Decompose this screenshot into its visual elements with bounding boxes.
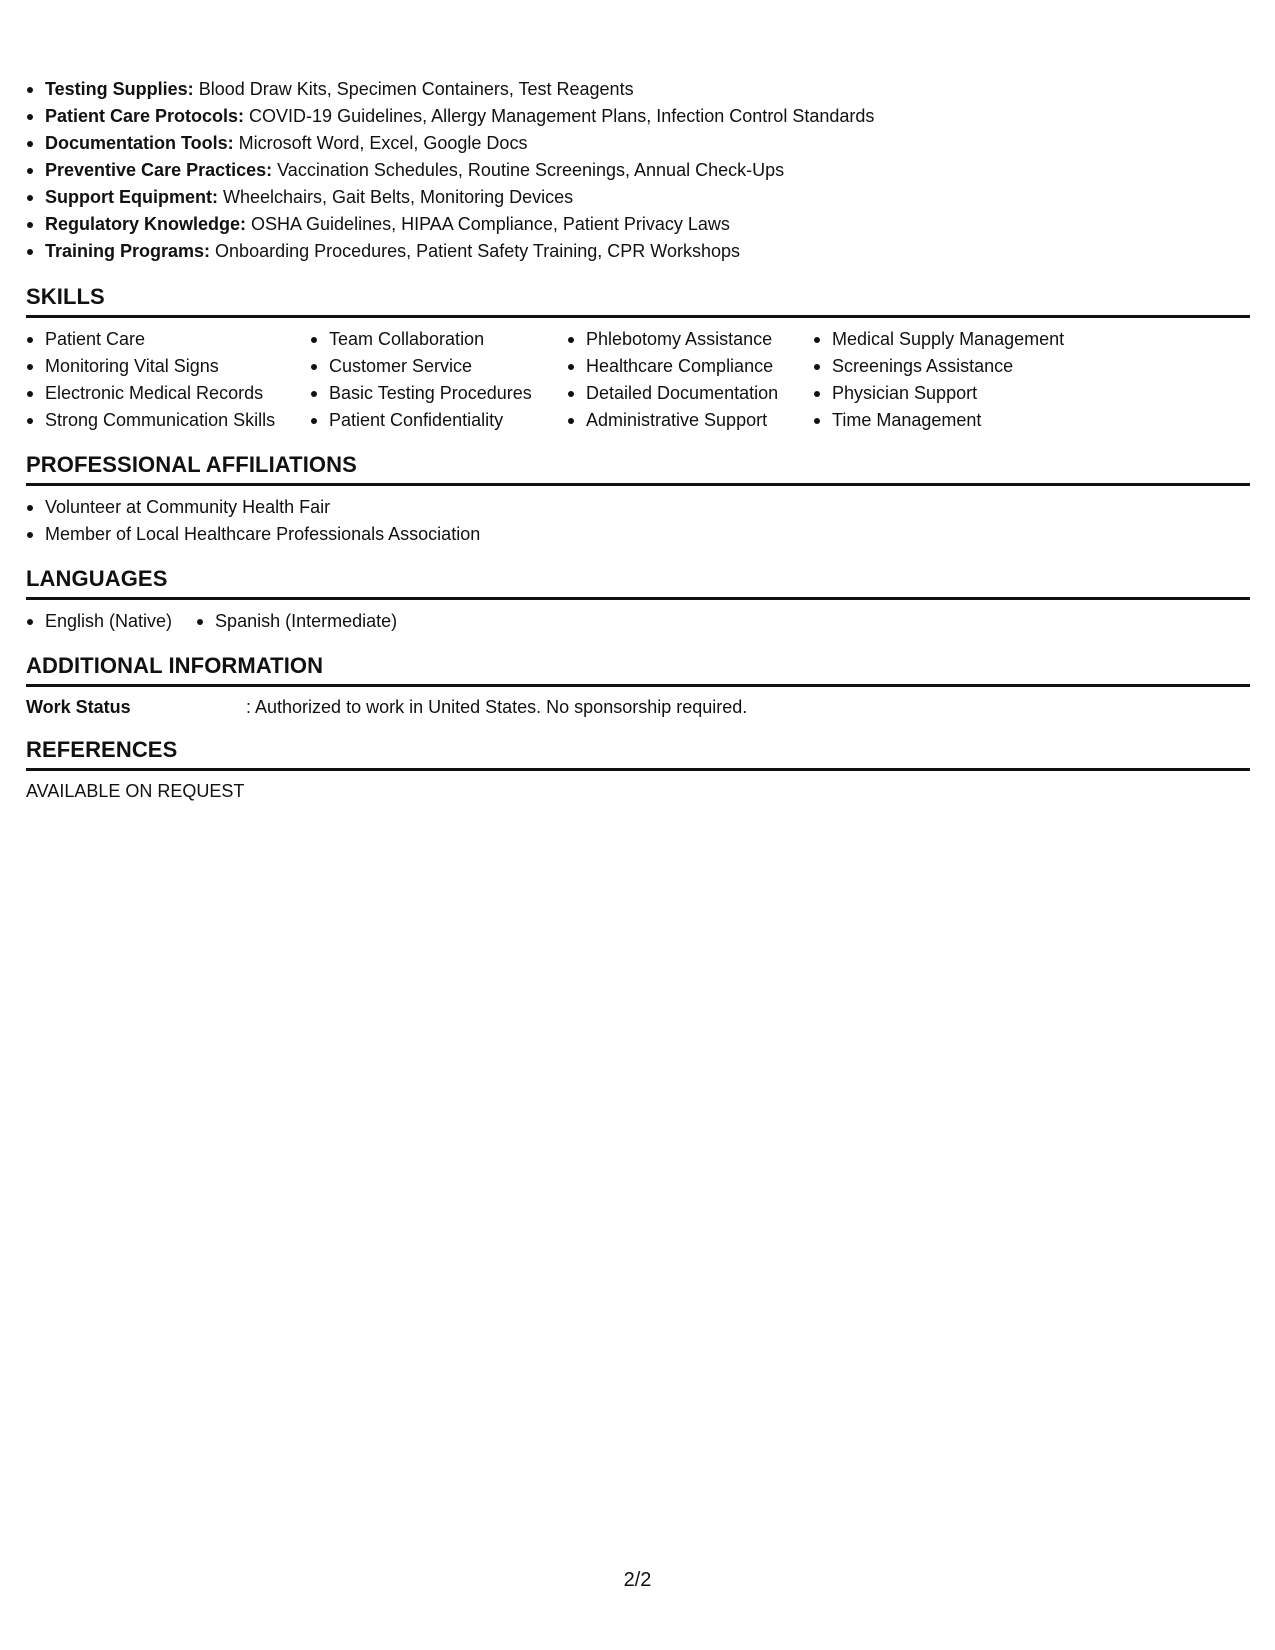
skills-column (26, 326, 310, 434)
section-divider (26, 684, 1250, 687)
skill-item: Medical Supply Management (813, 326, 1113, 353)
skill-item: Basic Testing Procedures (310, 380, 567, 407)
skill-item: Strong Communication Skills (26, 407, 310, 434)
references-text: AVAILABLE ON REQUEST (26, 781, 245, 801)
skill-item: Administrative Support (567, 407, 813, 434)
languages-section (26, 565, 1250, 635)
item-label: Testing Supplies: (45, 79, 194, 99)
item-label: Preventive Care Practices: (45, 160, 273, 180)
skill-item: Phlebotomy Assistance (567, 326, 813, 353)
item-label: Training Programs: (45, 241, 211, 261)
skill-item: Patient Care (26, 326, 310, 353)
skill-item: Team Collaboration (310, 326, 567, 353)
skill-item: Healthcare Compliance (567, 353, 813, 380)
skills-section (26, 283, 1250, 434)
languages-list (26, 608, 1250, 635)
work-status-value: : Authorized to work in United States. No sponsorship required. (246, 697, 748, 717)
list-item (26, 238, 1250, 265)
list-item (26, 157, 1250, 184)
work-status-label: Work Status (26, 697, 131, 717)
affiliations-list (26, 494, 1250, 548)
item-value: Microsoft Word, Excel, Google Docs (233, 133, 528, 153)
item-value: Onboarding Procedures, Patient Safety Training, CPR Workshops (210, 241, 740, 261)
skill-item: Patient Confidentiality (310, 407, 567, 434)
page-number: 2/2 (623, 1569, 652, 1591)
section-title-languages: LANGUAGES (26, 566, 168, 591)
skills-column (310, 326, 567, 434)
list-item (26, 76, 1250, 103)
skills-column (813, 326, 1113, 434)
item-value: Vaccination Schedules, Routine Screenings, Annual Check-Ups (272, 160, 785, 180)
section-title-skills: SKILLS (26, 284, 105, 309)
skill-item: Detailed Documentation (567, 380, 813, 407)
language-item: English (Native) (26, 608, 172, 635)
item-label: Patient Care Protocols: (45, 106, 245, 126)
work-status-row (26, 695, 1250, 719)
item-value: Wheelchairs, Gait Belts, Monitoring Devices (217, 187, 574, 207)
item-label: Regulatory Knowledge: (45, 214, 247, 234)
skills-grid (26, 326, 1250, 434)
item-label: Support Equipment: (45, 187, 218, 207)
list-item (26, 130, 1250, 157)
skill-item: Time Management (813, 407, 1113, 434)
list-item (26, 211, 1250, 238)
list-item (26, 184, 1250, 211)
skill-item: Electronic Medical Records (26, 380, 310, 407)
list-item (26, 103, 1250, 130)
section-divider (26, 483, 1250, 486)
section-title-affiliations: PROFESSIONAL AFFILIATIONS (26, 452, 357, 477)
affiliation-item: Member of Local Healthcare Professionals Association (26, 521, 1250, 548)
section-divider (26, 315, 1250, 318)
item-value: Blood Draw Kits, Specimen Containers, Test Reagents (193, 79, 634, 99)
skill-item: Screenings Assistance (813, 353, 1113, 380)
section-divider (26, 597, 1250, 600)
skill-item: Physician Support (813, 380, 1113, 407)
tools-knowledge-list (26, 76, 1250, 265)
section-title-additional-info: ADDITIONAL INFORMATION (26, 653, 324, 678)
skill-item: Customer Service (310, 353, 567, 380)
resume-page (26, 76, 1250, 803)
section-title-references: REFERENCES (26, 737, 178, 762)
item-value: COVID-19 Guidelines, Allergy Management Plans, Infection Control Standards (244, 106, 875, 126)
section-divider (26, 768, 1250, 771)
additional-info-section (26, 652, 1250, 719)
affiliation-item: Volunteer at Community Health Fair (26, 494, 1250, 521)
skill-item: Monitoring Vital Signs (26, 353, 310, 380)
item-value: OSHA Guidelines, HIPAA Compliance, Patient Privacy Laws (246, 214, 730, 234)
language-item: Spanish (Intermediate) (196, 608, 397, 635)
affiliations-section (26, 451, 1250, 548)
item-label: Documentation Tools: (45, 133, 234, 153)
skills-column (567, 326, 813, 434)
references-section (26, 736, 1250, 803)
